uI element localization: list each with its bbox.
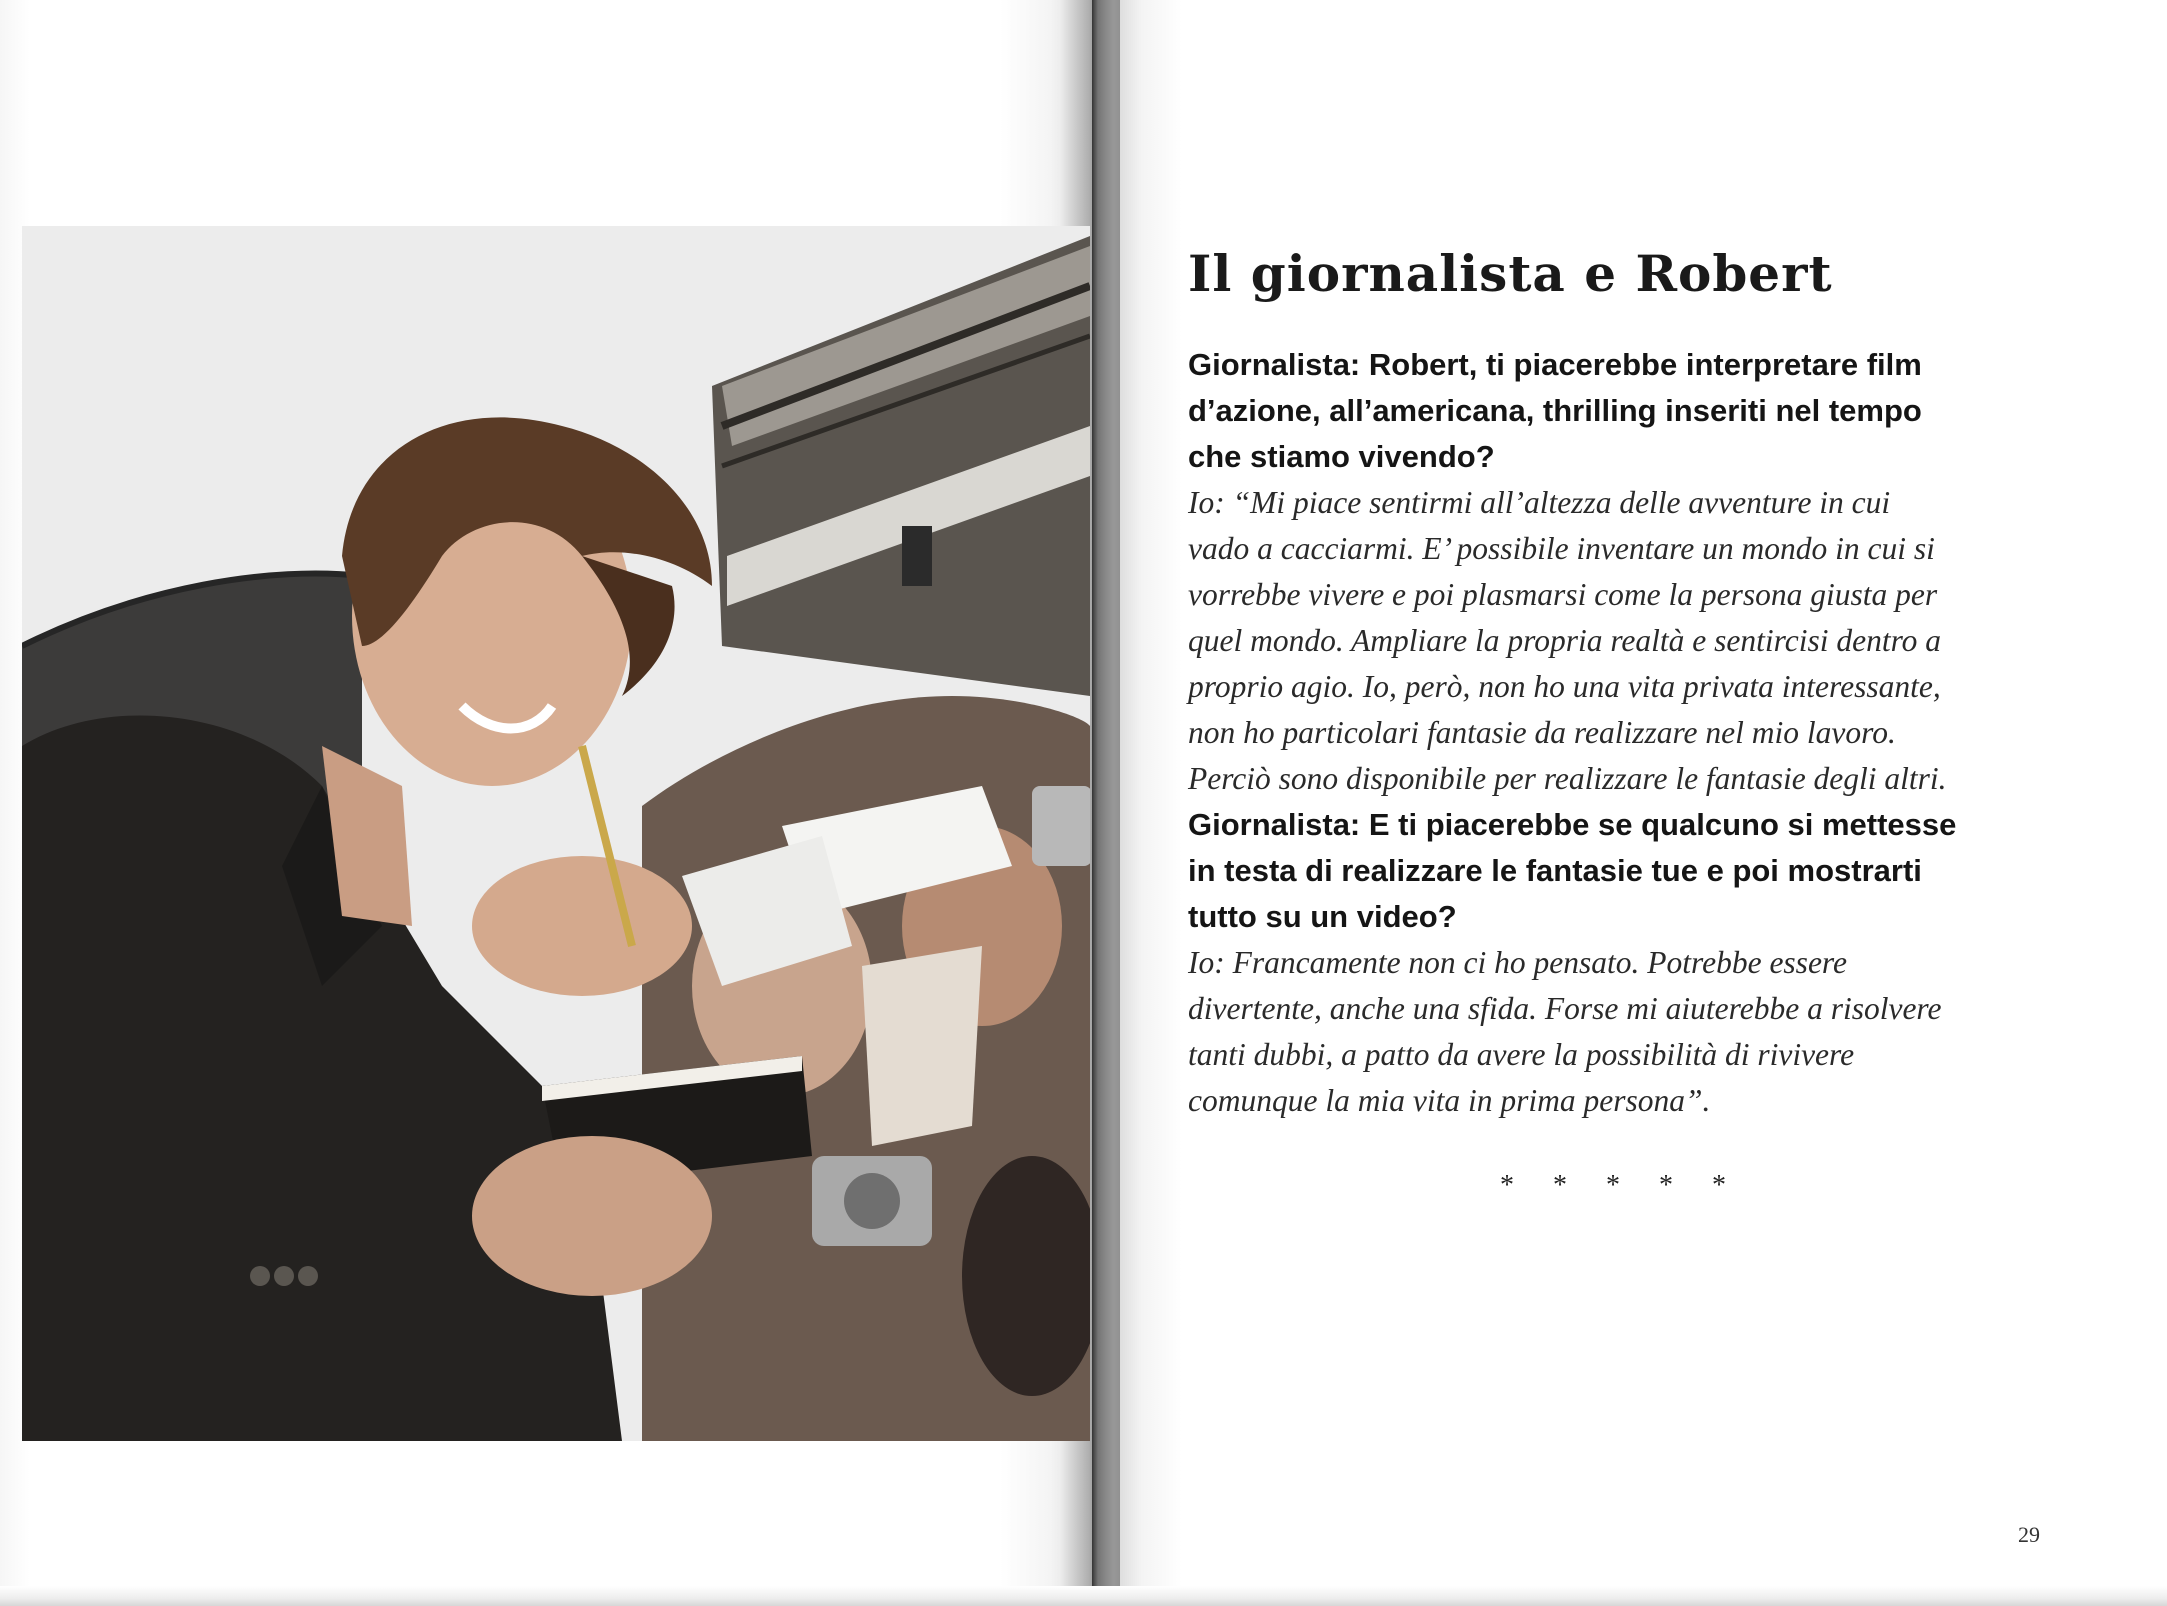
dialogue-line: Io: Francamente non ci ho pensato. Potrebbe essere [1188, 945, 1847, 980]
dialogue-line: tutto su un video? [1188, 899, 1457, 934]
dialogue-line: vorrebbe vivere e poi plasmarsi come la persona giusta per [1188, 577, 1938, 612]
dialogue-line: Giornalista: E ti piacerebbe se qualcuno si mettesse [1188, 807, 1957, 842]
dialogue-line: Perciò sono disponibile per realizzare le fantasie degli altri. [1188, 761, 1947, 796]
page-bottom-edge [0, 1586, 2167, 1606]
dialogue-line: d’azione, all’americana, thrilling inseriti nel tempo [1188, 393, 1922, 428]
dialogue-line: tanti dubbi, a patto da avere la possibilità di rivivere [1188, 1037, 1855, 1072]
dialogue-line: proprio agio. Io, però, non ho una vita privata interessante, [1188, 669, 1941, 704]
dialogue-line: comunque la mia vita in prima persona”. [1188, 1083, 1711, 1118]
dialogue-line: divertente, anche una sfida. Forse mi aiuterebbe a risolvere [1188, 991, 1942, 1026]
photo-autograph-signing [22, 226, 1090, 1441]
section-separator: * * * * * [1500, 1170, 1742, 1201]
dialogue-text [1188, 342, 2028, 1124]
dialogue-line: quel mondo. Ampliare la propria realtà e sentircisi dentro a [1188, 623, 1942, 658]
dialogue-line: in testa di realizzare le fantasie tue e poi mostrarti [1188, 853, 1922, 888]
dialogue-line: non ho particolari fantasie da realizzare nel mio lavoro. [1188, 715, 1896, 750]
dialogue-line: Giornalista: Robert, ti piacerebbe interpretare film [1188, 347, 1922, 382]
dialogue-line: che stiamo vivendo? [1188, 439, 1495, 474]
dialogue-line: Io: “Mi piace sentirmi all’altezza delle avventure in cui [1188, 485, 1891, 520]
chapter-title: Il giornalista e Robert [1188, 244, 1833, 303]
page-number: 29 [2018, 1522, 2040, 1547]
dialogue-line: vado a cacciarmi. E’ possibile inventare un mondo in cui si [1188, 531, 1935, 566]
